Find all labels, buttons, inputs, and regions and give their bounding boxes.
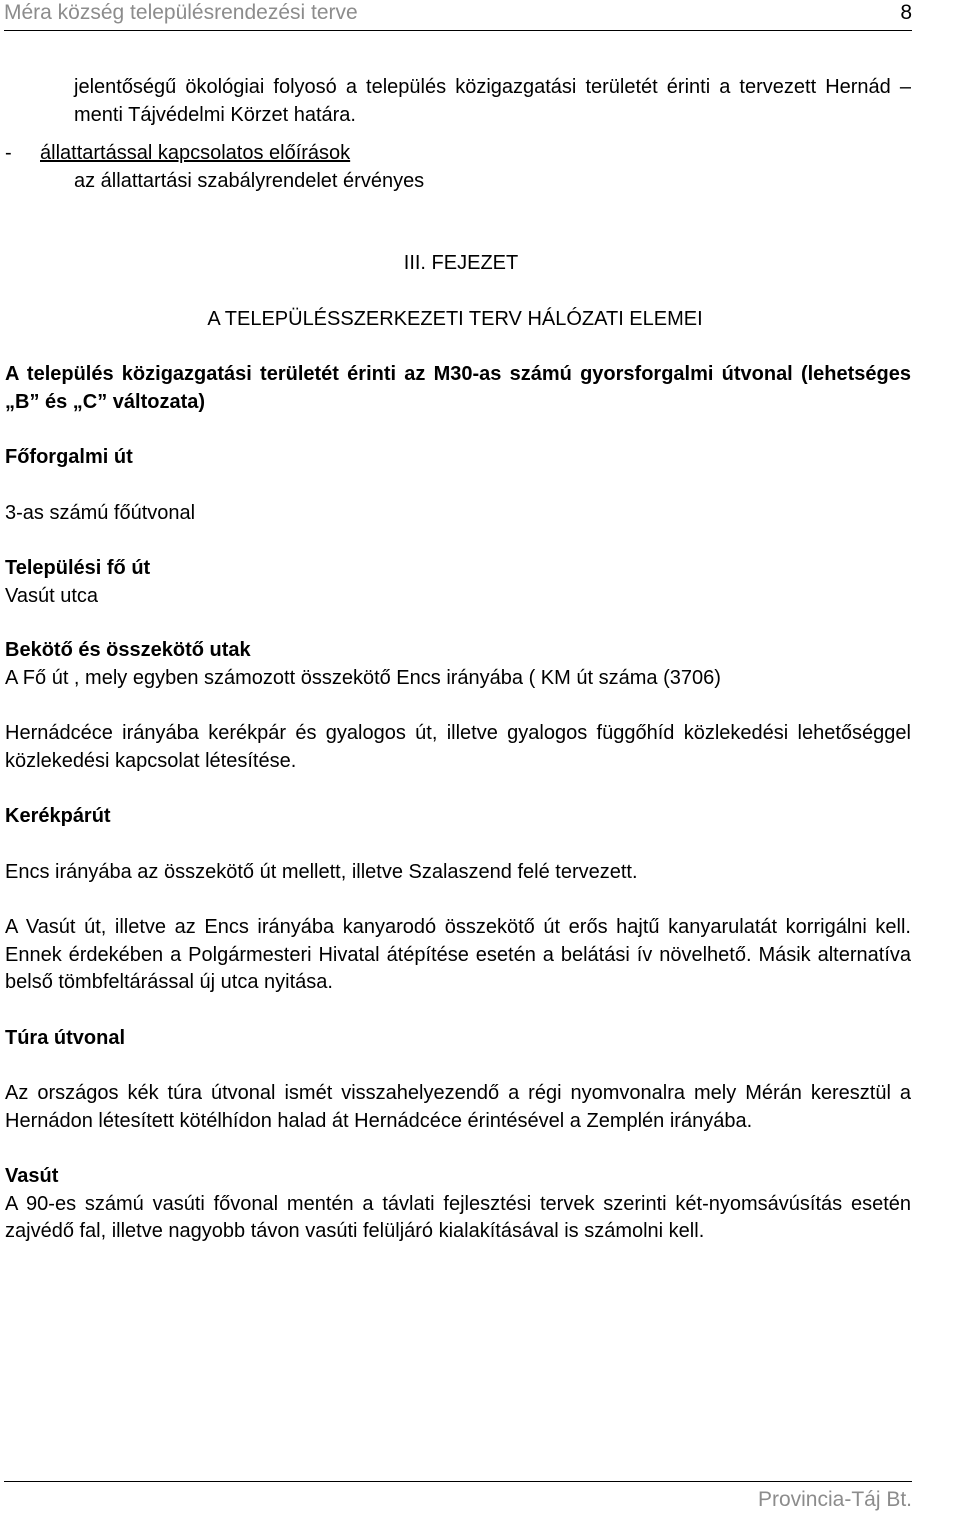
section-text-railway: A 90-es számú vasúti fővonal mentén a távlati fejlesztési tervek szerinti két-nyomsávúsítás esetén zajvédő fal, illetve nagyobb távon vasúti felüljáró kialakításával is számolni kell. xyxy=(5,1192,911,1242)
section-heading-railway: Vasút xyxy=(5,1165,59,1187)
chapter-title: A TELEPÜLÉSSZERKEZETI TERV HÁLÓZATI ELEMEI xyxy=(207,307,703,330)
section-text-connecting-roads-2: Hernádcéce irányába kerékpár és gyalogos út, illetve gyalogos függőhíd közlekedési lehetőséggel közlekedési kapcsolat létesítése. xyxy=(5,722,911,772)
section-text-bike-path-2: A Vasút út, illetve az Encs irányába kanyarodó összekötő út erős hajtű kanyarulatát korrigálni kell. Ennek érdekében a Polgármesteri Hivatal átépítése esetén a belátási ív növelhető. Másik alternatíva belső tömbfeltárással új utca nyitása. xyxy=(5,916,911,993)
section-heading-hiking: Túra útvonal xyxy=(5,1026,126,1049)
section-text-bike-path-1: Encs irányába az összekötő út mellett, illetve Szalaszend felé tervezett. xyxy=(5,860,638,883)
list-item-text: az állattartási szabályrendelet érvényes xyxy=(74,169,425,192)
section-heading-bike-path: Kerékpárút xyxy=(5,805,111,827)
list-item xyxy=(5,140,911,195)
section-text-local-main-road: Vasút utca xyxy=(5,584,99,607)
motorway-paragraph: A település közigazgatási területét érinti az M30-as számú gyorsforgalmi útvonal (lehetséges „B” és „C” változata) xyxy=(5,363,911,413)
section-text-hiking: Az országos kék túra útvonal ismét visszahelyezendő a régi nyomvonalra mely Mérán keresztül a Hernádon létesített kötélhídon halad át Hernádcéce érintésével a Zemplén irányába. xyxy=(5,1082,911,1132)
list-dash: - xyxy=(5,142,12,164)
document-title: Méra község településrendezési terve xyxy=(4,1,358,24)
page-header xyxy=(4,0,912,31)
section-text-connecting-roads-1: A Fő út , mely egyben számozott összekötő Encs irányába ( KM út száma (3706) xyxy=(5,666,721,689)
section-heading-main-road: Főforgalmi út xyxy=(5,446,133,468)
list-item-heading: állattartással kapcsolatos előírások xyxy=(40,142,351,164)
page-content xyxy=(5,74,911,1246)
intro-paragraph: jelentőségű ökológiai folyosó a település közigazgatási területét érinti a tervezett Hernád – menti Tájvédelmi Körzet határa. xyxy=(74,76,911,126)
page-footer xyxy=(4,1481,912,1511)
section-text-main-road: 3-as számú főútvonal xyxy=(5,501,196,524)
page-number: 8 xyxy=(900,1,912,24)
chapter-number: III. FEJEZET xyxy=(403,252,519,274)
footer-text: Provincia-Táj Bt. xyxy=(757,1488,912,1511)
section-heading-connecting-roads: Bekötő és összekötő utak xyxy=(5,639,251,661)
section-heading-local-main-road: Települési fő út xyxy=(5,557,151,579)
